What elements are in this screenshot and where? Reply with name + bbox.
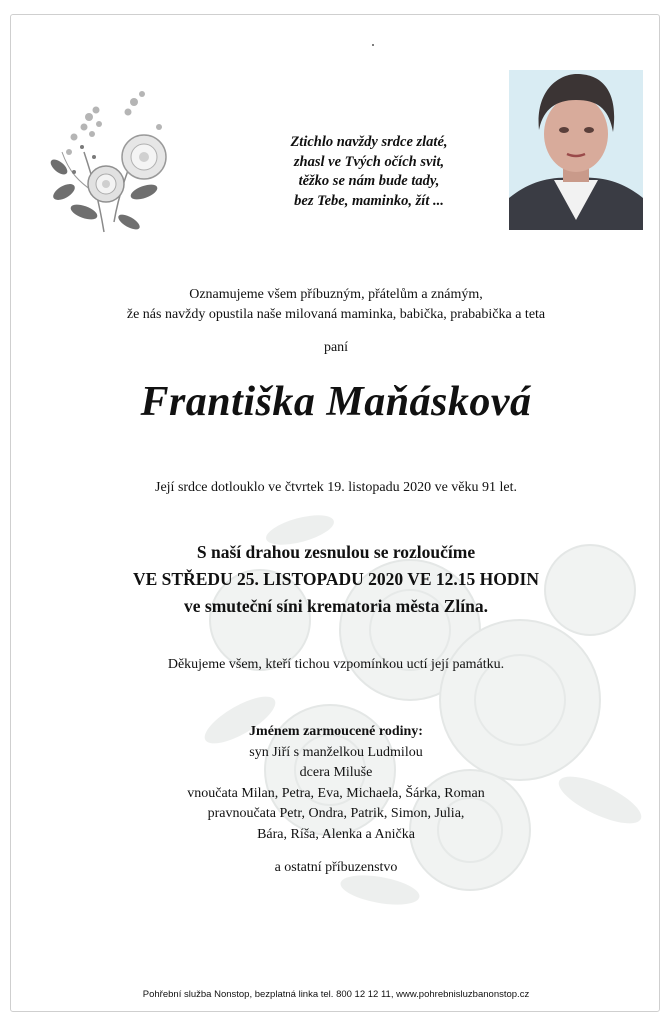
speck [372, 44, 374, 46]
funeral-line: S naší drahou zesnulou se rozloučíme [196, 542, 476, 562]
family-list [0, 722, 672, 845]
verse-line: zhasl ve Tvých očích svit, [293, 153, 445, 170]
family-member: syn Jiří s manželkou Ludmilou [249, 744, 423, 760]
other-relatives: a ostatní příbuzenstvo [274, 860, 398, 875]
salutation: paní [323, 340, 349, 355]
verse-line: těžko se nám bude tady, [298, 173, 440, 189]
flower-bouquet-image [44, 72, 174, 237]
announcement-text [0, 285, 672, 325]
family-heading: Jménem zarmoucené rodiny: [249, 724, 423, 739]
thanks-text: Děkujeme všem, kteří tichou vzpomínkou uctí její památku. [167, 657, 505, 672]
memorial-verse [262, 133, 476, 211]
family-member: vnoučata Milan, Petra, Eva, Michaela, Šárka, Roman [187, 785, 485, 801]
family-member: dcera Miluše [299, 765, 373, 780]
announcement-line: Oznamujeme všem příbuzným, přátelům a známým, [189, 287, 483, 302]
deceased-name: Františka Maňásková [140, 379, 532, 425]
verse-line: Ztichlo navždy srdce zlaté, [290, 134, 448, 150]
family-member: Bára, Ríša, Alenka a Anička [257, 826, 415, 842]
funeral-line: ve smuteční síni krematoria města Zlína. [184, 596, 488, 616]
funeral-line: VE STŘEDU 25. LISTOPADU 2020 VE 12.15 HODIN [133, 569, 539, 589]
verse-line: bez Tebe, maminko, žít ... [294, 192, 444, 209]
death-notice: Její srdce dotlouklo ve čtvrtek 19. listopadu 2020 ve věku 91 let. [155, 480, 517, 495]
funeral-announcement [0, 539, 672, 620]
family-member: pravnoučata Petr, Ondra, Patrik, Simon, Julia, [207, 806, 465, 821]
announcement-line: že nás navždy opustila naše milovaná maminka, babička, prababička a teta [126, 307, 546, 322]
portrait-photo [509, 70, 643, 230]
footer-contact: Pohřební služba Nonstop, bezplatná linka tel. 800 12 12 11, www.pohrebnisluzbanonstop.cz [142, 989, 530, 1000]
